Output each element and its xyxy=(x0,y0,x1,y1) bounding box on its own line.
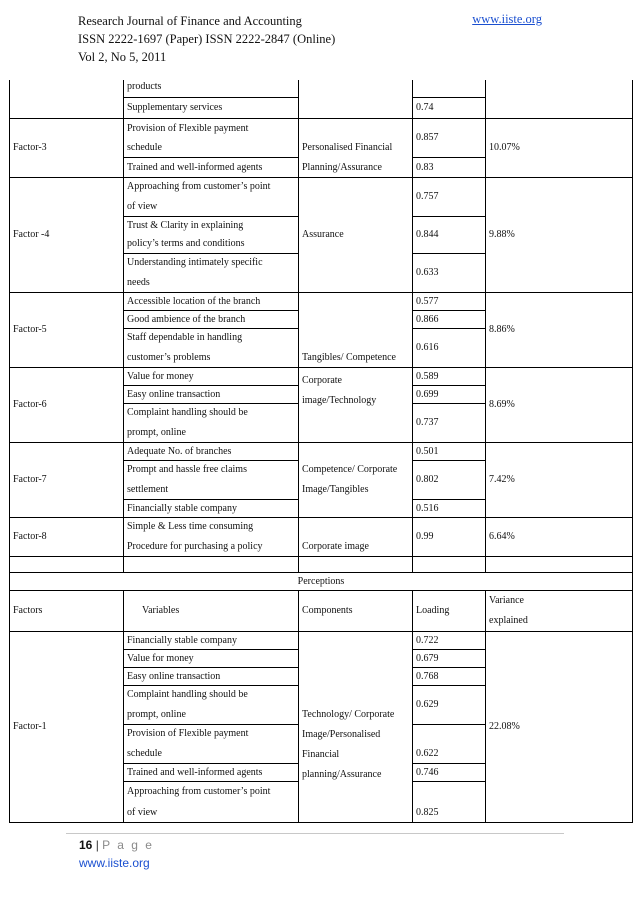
loading-cell: 0.577 xyxy=(413,292,486,310)
variable-text: schedule xyxy=(127,141,162,153)
component-cell xyxy=(299,80,413,118)
variance-cell: 8.86% xyxy=(486,292,633,367)
column-header-variables: Variables xyxy=(124,590,299,631)
loading-cell: 0.74 xyxy=(413,97,486,118)
loading-cell: 0.857 xyxy=(413,118,486,157)
loading-cell: 0.516 xyxy=(413,499,486,517)
loading-cell: 0.866 xyxy=(413,310,486,328)
variable-cell xyxy=(124,403,299,442)
variable-cell: Supplementary services xyxy=(124,97,299,118)
variable-cell xyxy=(124,118,299,157)
component-cell: Corporate image xyxy=(299,517,413,556)
variable-text: Complaint handling should be xyxy=(127,688,248,700)
factor-cell: Factor-6 xyxy=(10,367,124,442)
factor-cell: Factor-3 xyxy=(10,118,124,177)
column-header-factors: Factors xyxy=(10,590,124,631)
loading-cell: 0.802 xyxy=(413,460,486,499)
variable-text: Approaching from customer’s point xyxy=(127,785,271,797)
factor-cell: Factor-8 xyxy=(10,517,124,556)
footer-url-link[interactable]: www.iiste.org xyxy=(79,856,150,870)
page-separator: | xyxy=(95,838,99,852)
table-row xyxy=(10,631,633,649)
journal-issn: ISSN 2222-1697 (Paper) ISSN 2222-2847 (Online) xyxy=(78,32,336,46)
variable-cell: Easy online transaction xyxy=(124,385,299,403)
loading-cell: 0.768 xyxy=(413,667,486,685)
variable-cell: Financially stable company xyxy=(124,631,299,649)
loading-cell: 0.633 xyxy=(413,253,486,292)
variable-cell xyxy=(124,685,299,724)
factor-analysis-table xyxy=(9,80,633,823)
loading-cell: 0.501 xyxy=(413,442,486,460)
loading-cell: 0.699 xyxy=(413,385,486,403)
variable-cell: Value for money xyxy=(124,367,299,385)
variable-text: prompt, online xyxy=(127,426,186,438)
variable-cell: Value for money xyxy=(124,649,299,667)
variable-text: Prompt and hassle free claims xyxy=(127,463,247,475)
header-text: explained xyxy=(489,614,528,626)
loading-cell: 0.722 xyxy=(413,631,486,649)
loading-cell: 0.83 xyxy=(413,157,486,177)
variable-text: policy’s terms and conditions xyxy=(127,237,245,249)
factor-cell: Factor-5 xyxy=(10,292,124,367)
loading-cell xyxy=(413,80,486,97)
component-text: Planning/Assurance xyxy=(302,161,382,173)
loading-cell: 0.844 xyxy=(413,216,486,253)
table-row xyxy=(10,517,633,556)
component-text: Image/Tangibles xyxy=(302,483,369,495)
variance-cell: 7.42% xyxy=(486,442,633,517)
loading-cell: 0.616 xyxy=(413,328,486,367)
variance-cell: 10.07% xyxy=(486,118,633,177)
loading-cell: 0.737 xyxy=(413,403,486,442)
variable-cell xyxy=(124,177,299,216)
variable-text: Understanding intimately specific xyxy=(127,256,263,268)
variable-text: Simple & Less time consuming xyxy=(127,520,254,532)
factor-cell xyxy=(10,80,124,118)
table-row xyxy=(10,177,633,216)
component-cell xyxy=(299,442,413,517)
variable-text: Staff dependable in handling xyxy=(127,331,243,343)
page-label: P a g e xyxy=(102,838,154,852)
table-header-row xyxy=(10,590,633,631)
page-number-value: 16 xyxy=(79,838,93,852)
variable-cell xyxy=(124,724,299,763)
variable-text: Complaint handling should be xyxy=(127,406,248,418)
variance-cell: 8.69% xyxy=(486,367,633,442)
component-text: Technology/ Corporate xyxy=(302,708,395,720)
table-row xyxy=(10,80,633,97)
loading-cell: 0.622 xyxy=(413,724,486,763)
variable-text: Trust & Clarity in explaining xyxy=(127,219,244,231)
variable-cell: Accessible location of the branch xyxy=(124,292,299,310)
column-header-components: Components xyxy=(299,590,413,631)
variance-cell xyxy=(486,80,633,118)
loading-cell: 0.825 xyxy=(413,781,486,822)
component-text: Corporate xyxy=(302,374,342,386)
footer-divider xyxy=(66,833,564,834)
variable-text: settlement xyxy=(127,483,169,495)
variable-cell xyxy=(124,253,299,292)
component-cell: Tangibles/ Competence xyxy=(299,292,413,367)
variable-cell: Adequate No. of branches xyxy=(124,442,299,460)
variable-cell xyxy=(124,781,299,822)
journal-volume: Vol 2, No 5, 2011 xyxy=(78,50,167,64)
factor-cell: Factor -4 xyxy=(10,177,124,292)
column-header-loading: Loading xyxy=(413,590,486,631)
component-text: image/Technology xyxy=(302,394,377,406)
component-text: Competence/ Corporate xyxy=(302,463,398,475)
variable-cell: Trained and well-informed agents xyxy=(124,157,299,177)
variable-cell: Trained and well-informed agents xyxy=(124,763,299,781)
variance-cell: 6.64% xyxy=(486,517,633,556)
variable-cell xyxy=(124,517,299,556)
table-row xyxy=(10,572,633,590)
variable-text: Provision of Flexible payment xyxy=(127,122,249,134)
factor-cell: Factor-1 xyxy=(10,631,124,822)
table-row xyxy=(10,442,633,460)
variable-cell xyxy=(124,216,299,253)
component-cell xyxy=(299,367,413,442)
table-row xyxy=(10,367,633,385)
variable-text: of view xyxy=(127,806,158,818)
variable-cell: Easy online transaction xyxy=(124,667,299,685)
loading-cell: 0.746 xyxy=(413,763,486,781)
variable-text: customer’s problems xyxy=(127,351,211,363)
variable-cell xyxy=(124,328,299,367)
journal-title: Research Journal of Finance and Accounting xyxy=(78,14,302,28)
component-text: planning/Assurance xyxy=(302,768,382,780)
header-text: Variance xyxy=(489,594,524,606)
table-row xyxy=(10,118,633,157)
loading-cell: 0.679 xyxy=(413,649,486,667)
component-cell: Assurance xyxy=(299,177,413,292)
column-header-variance xyxy=(486,590,633,631)
loading-cell: 0.629 xyxy=(413,685,486,724)
variable-text: Procedure for purchasing a policy xyxy=(127,540,263,552)
component-cell xyxy=(299,118,413,177)
variable-text: prompt, online xyxy=(127,708,186,720)
loading-cell: 0.99 xyxy=(413,517,486,556)
variable-text: needs xyxy=(127,276,150,288)
variance-cell: 22.08% xyxy=(486,631,633,822)
variable-cell: products xyxy=(124,80,299,97)
table-row xyxy=(10,292,633,310)
factor-cell: Factor-7 xyxy=(10,442,124,517)
variable-cell xyxy=(124,460,299,499)
component-text: Personalised Financial xyxy=(302,141,393,153)
page-number xyxy=(79,838,154,852)
variable-text: Approaching from customer’s point xyxy=(127,180,271,192)
header-url-link[interactable]: www.iiste.org xyxy=(472,12,542,26)
loading-cell: 0.757 xyxy=(413,177,486,216)
variable-cell: Good ambience of the branch xyxy=(124,310,299,328)
variable-text: Provision of Flexible payment xyxy=(127,727,249,739)
loading-cell: 0.589 xyxy=(413,367,486,385)
variance-cell: 9.88% xyxy=(486,177,633,292)
component-text: Image/Personalised xyxy=(302,728,381,740)
component-text: Financial xyxy=(302,748,340,760)
component-cell xyxy=(299,631,413,822)
section-heading: Perceptions xyxy=(10,572,633,590)
table-row xyxy=(10,556,633,572)
variable-text: of view xyxy=(127,200,158,212)
variable-cell: Financially stable company xyxy=(124,499,299,517)
variable-text: schedule xyxy=(127,747,162,759)
